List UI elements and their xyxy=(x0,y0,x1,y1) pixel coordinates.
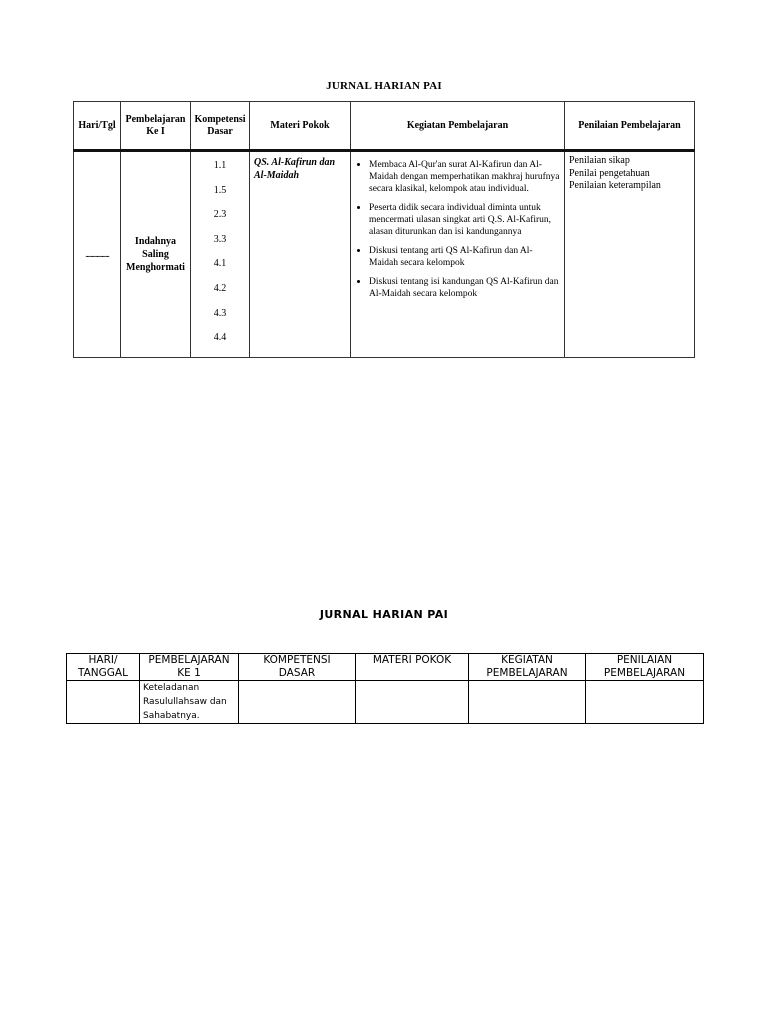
kd-item: 1.1 xyxy=(213,160,227,171)
cell-hari xyxy=(74,151,121,358)
cell-hari-tanggal[interactable] xyxy=(67,681,140,724)
journal-image-table xyxy=(73,101,695,358)
cell-kegiatan xyxy=(351,151,565,358)
header-kompetensi-dasar: KOMPETENSI DASAR xyxy=(239,654,356,681)
header-penilaian: Penilaian Pembelajaran xyxy=(565,102,695,151)
kegiatan-item: • Membaca Al-Qur'an surat Al-Kafirun dan Al-Maidah dengan memperhatikan makhraj hurufnya secara klasikal, kelompok atau individual. xyxy=(369,158,560,195)
cell-kompetensi xyxy=(191,151,250,358)
journal-image-title: JURNAL HARIAN PAI xyxy=(326,80,442,92)
kd-item: 4.1 xyxy=(213,258,227,270)
journal-typed-title: JURNAL HARIAN PAI xyxy=(319,608,449,621)
kd-item: 4.3 xyxy=(213,307,227,319)
kd-item: 4.4 xyxy=(213,332,227,344)
journal-image-header-row xyxy=(74,102,695,151)
cell-kompetensi-dasar[interactable] xyxy=(239,681,356,724)
header-kompetensi: Kompetensi Dasar xyxy=(191,102,250,151)
table-row xyxy=(74,151,695,358)
header-hari-tanggal: HARI/ TANGGAL xyxy=(67,654,140,681)
header-hari: Hari/Tgl xyxy=(74,102,121,151)
cell-pembelajaran: Indahnya Saling Menghormati xyxy=(121,151,191,358)
cell-kegiatan-pembelajaran[interactable] xyxy=(469,681,586,724)
cell-materi: QS. Al-Kafirun dan Al-Maidah xyxy=(250,151,351,358)
kd-item: 3.3 xyxy=(213,233,227,245)
kegiatan-item: • Diskusi tentang arti QS Al-Kafirun dan Al-Maidah secara kelompok xyxy=(369,244,560,269)
table-row xyxy=(67,681,704,724)
header-penilaian-pembelajaran: PENILAIAN PEMBELAJARAN xyxy=(586,654,704,681)
kd-item: 4.2 xyxy=(213,282,227,294)
cell-penilaian-pembelajaran[interactable] xyxy=(586,681,704,724)
cell-materi-pokok[interactable] xyxy=(356,681,469,724)
kd-item: 2.3 xyxy=(213,209,227,221)
hari-placeholder: ................... xyxy=(85,248,109,259)
header-kegiatan: Kegiatan Pembelajaran xyxy=(351,102,565,151)
header-kegiatan-pembelajaran: KEGIATAN PEMBELAJARAN xyxy=(469,654,586,681)
kegiatan-item: • Diskusi tentang isi kandungan QS Al-Kafirun dan Al-Maidah secara kelompok xyxy=(369,275,560,300)
kd-item: 1.5 xyxy=(213,184,227,196)
header-materi: Materi Pokok xyxy=(250,102,351,151)
header-pembelajaran: Pembelajaran Ke I xyxy=(121,102,191,151)
header-pembelajaran-ke: PEMBELAJARAN KE 1 xyxy=(140,654,239,681)
cell-penilaian xyxy=(565,151,695,358)
header-materi-pokok: MATERI POKOK xyxy=(356,654,469,681)
cell-pembelajaran-ke[interactable]: Keteladanan Rasulullahsaw dan Sahabatnya. xyxy=(140,681,239,724)
journal-typed-table xyxy=(66,653,704,724)
penilaian-item: Penilai pengetahuan xyxy=(569,167,650,179)
kegiatan-item: • Peserta didik secara individual diminta untuk mencermati ulasan singkat arti Q.S. Al-Kafirun, alasan diturunkan dan isi kandungannya xyxy=(369,201,560,238)
penilaian-item: Penilaian keterampilan xyxy=(569,180,661,191)
penilaian-item: Penilaian sikap xyxy=(569,155,630,166)
journal-typed-header-row xyxy=(67,654,704,681)
